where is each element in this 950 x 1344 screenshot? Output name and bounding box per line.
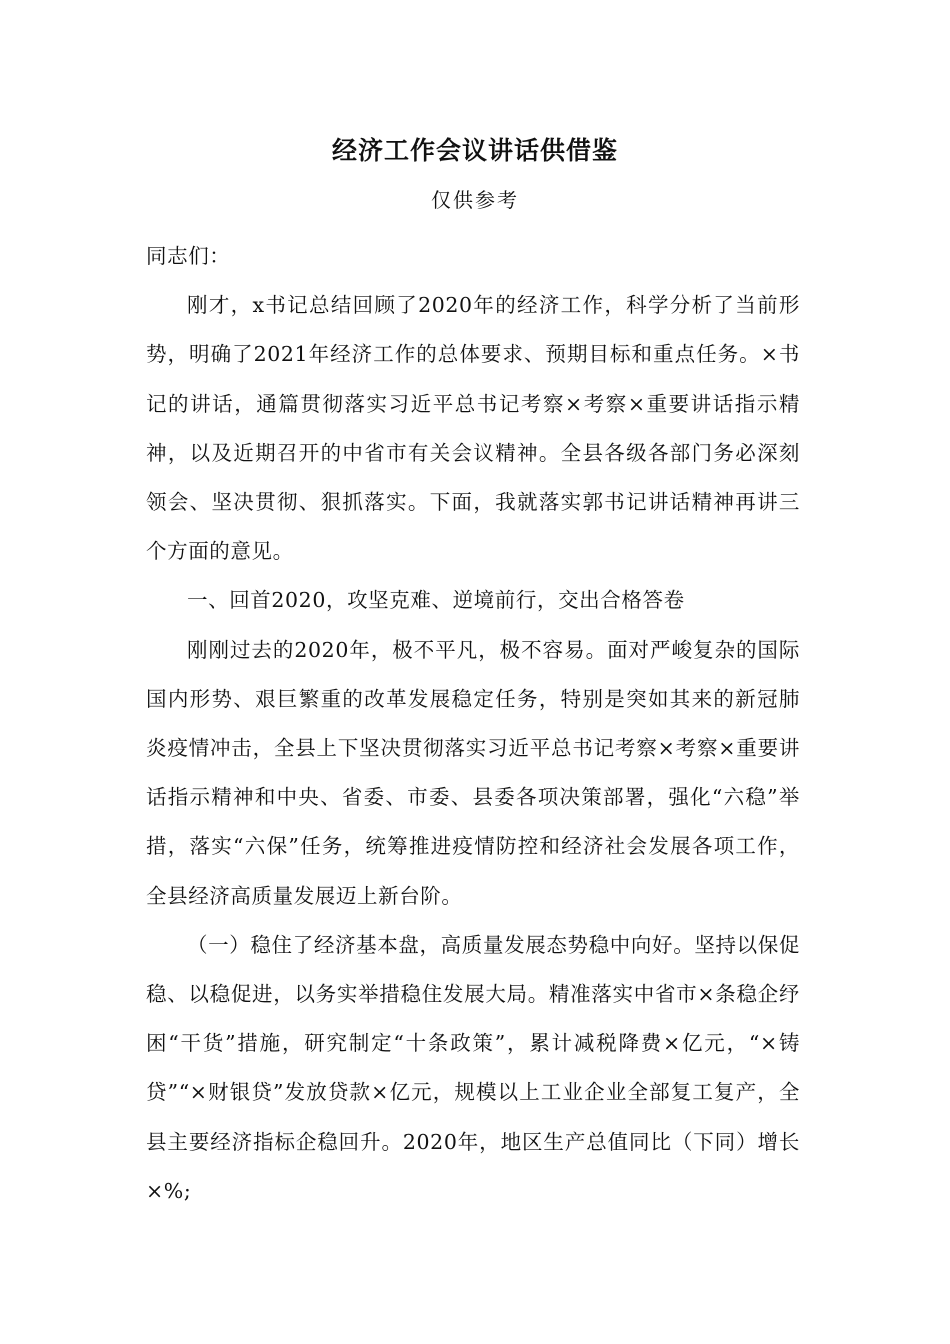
document-subtitle: 仅供参考 bbox=[431, 188, 519, 212]
paragraph-opening: 刚才，x书记总结回顾了2020年的经济工作，科学分析了当前形势，明确了2021年经济工作的总体要求、预期目标和重点任务。×书记的讲话，通篇贯彻落实习近平总书记考察×考察×重要讲话指示精神，以及近期召开的中省市有关会议精神。全县各级各部门务必深刻领会、坚决贯彻、狠抓落实。下面，我就落实郭书记讲话精神再讲三个方面的意见。 bbox=[146, 293, 800, 564]
document-title: 经济工作会议讲话供借鉴 bbox=[331, 136, 618, 165]
section-heading-1: 一、回首2020，攻坚克难、逆境前行，交出合格答卷 bbox=[187, 588, 685, 613]
paragraph-subsection-1: （一）稳住了经济基本盘，高质量发展态势稳中向好。坚持以保促稳、以稳促进，以务实举措稳住发展大局。精准落实中省市×条稳企纾困“干货”措施，研究制定“十条政策”，累计减税降费×亿元，“×铸贷”“×财银贷”发放贷款×亿元，规模以上工业企业全部复工复产，全县主要经济指标企稳回升。2020年，地区生产总值同比（下同）增长×%; bbox=[146, 932, 800, 1203]
salutation: 同志们： bbox=[146, 244, 231, 268]
paragraph-review-2020: 刚刚过去的2020年，极不平凡，极不容易。面对严峻复杂的国际国内形势、艰巨繁重的改革发展稳定任务，特别是突如其来的新冠肺炎疫情冲击，全县上下坚决贯彻落实习近平总书记考察×考察×重要讲话指示精神和中央、省委、市委、县委各项决策部署，强化“六稳”举措，落实“六保”任务，统筹推进疫情防控和经济社会发展各项工作，全县经济高质量发展迈上新台阶。 bbox=[146, 637, 800, 908]
document-body bbox=[146, 232, 800, 1216]
